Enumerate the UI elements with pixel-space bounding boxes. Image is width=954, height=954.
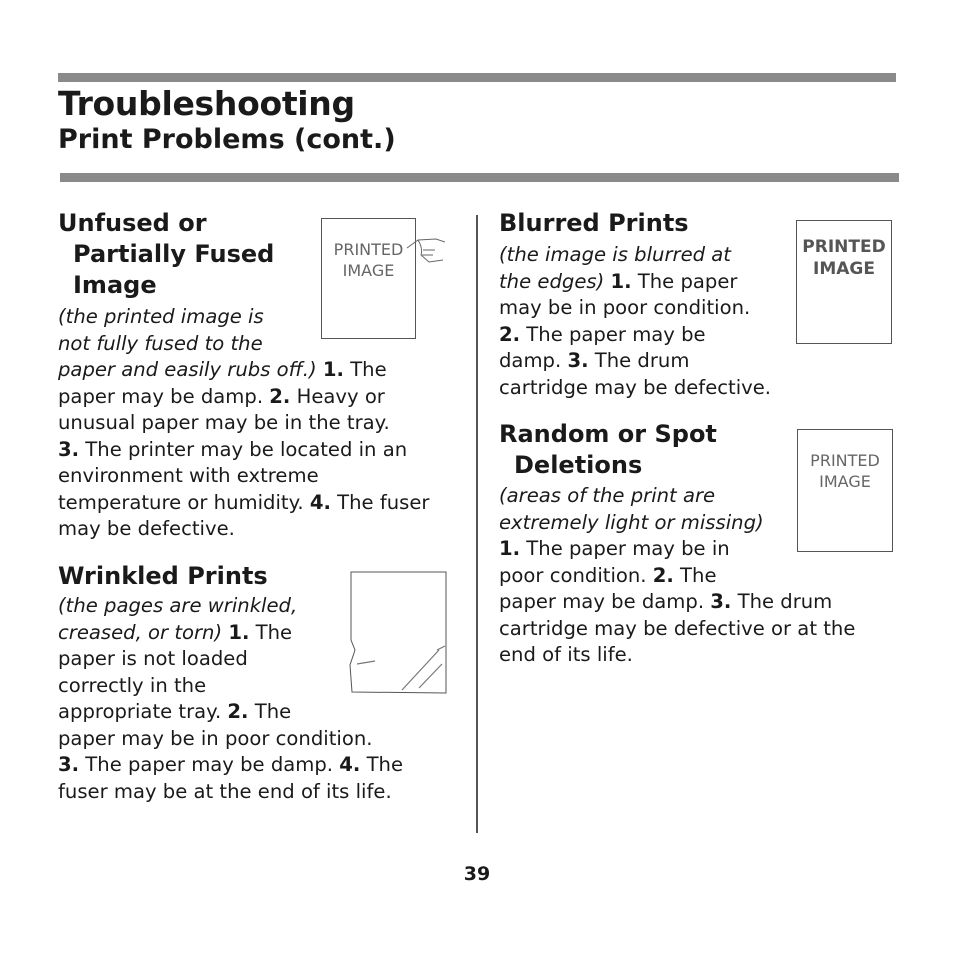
unfused-text-run: 1. [322, 358, 344, 381]
page-number: 39 [463, 863, 491, 885]
unfused-text-run: The fuser [330, 490, 430, 514]
unfused-heading-line: Image [73, 271, 157, 299]
unfused-text-run: not fully fused to the [58, 331, 263, 355]
blurred-text-line [499, 242, 771, 269]
wrinkled-text-run: paper may be in poor condition. [58, 726, 373, 750]
blurred-description [499, 242, 771, 401]
wrinkled-text-line [58, 646, 403, 673]
deletions-image-label-line2: IMAGE [819, 472, 871, 491]
blurred-image-label-line1: PRINTED [802, 237, 886, 257]
unfused-image-label-line2: IMAGE [342, 261, 395, 280]
blurred-text-run: The paper [631, 269, 738, 293]
wrinkled-heading-line: Wrinkled Prints [58, 562, 268, 590]
wrinkled-text-run: The [248, 700, 292, 723]
blurred-heading [499, 208, 689, 239]
deletions-text-line [499, 510, 855, 537]
deletions-heading-line: Random or Spot [499, 420, 717, 448]
unfused-text-line [58, 463, 429, 490]
wrinkled-text-run: creased, or torn) [58, 620, 223, 644]
wrinkled-description [58, 593, 403, 805]
unfused-description [58, 304, 429, 543]
blurred-text-line [499, 375, 771, 402]
deletions-text-line [499, 642, 855, 669]
blurred-text-run: The drum [588, 349, 690, 372]
wrinkled-text-line [58, 752, 403, 779]
wrinkled-text-run: 1. [228, 620, 250, 644]
unfused-text-run: may be defective. [58, 517, 235, 540]
deletions-text-run: poor condition. [499, 563, 653, 587]
unfused-text-run: 2. [269, 384, 291, 408]
unfused-text-run: Heavy or [290, 384, 385, 408]
wrinkled-text-line [58, 726, 403, 753]
blurred-text-run: the edges) [499, 269, 605, 293]
wrinkled-text-run: The paper may be damp. [79, 753, 340, 776]
wrinkled-heading [58, 561, 268, 592]
unfused-text-run: paper and easily rubs off.) [58, 358, 317, 381]
deletions-text-run: The [673, 563, 717, 587]
wrinkled-text-line [58, 593, 403, 620]
deletions-text-run: cartridge may be defective or at the [499, 616, 856, 640]
unfused-heading-line: Unfused or [58, 209, 207, 237]
deletions-text-run: The paper may be in [520, 537, 730, 560]
deletions-text-line [499, 616, 855, 643]
blurred-text-run: 3. [567, 349, 589, 372]
deletions-heading-line: Deletions [514, 451, 643, 479]
blurred-text-run: 2. [499, 322, 521, 346]
unfused-text-line [58, 437, 429, 464]
blurred-text-run: may be in poor condition. [499, 296, 751, 319]
top-rule [58, 73, 896, 82]
unfused-text-line [58, 384, 429, 411]
deletions-image-label-line1: PRINTED [810, 451, 880, 470]
blurred-text-line [499, 348, 771, 375]
deletions-text-line [499, 563, 855, 590]
deletions-description [499, 483, 855, 669]
unfused-text-line [58, 357, 429, 384]
unfused-text-line [58, 410, 429, 437]
wrinkled-text-line [58, 673, 403, 700]
wrinkled-text-run: correctly in the [58, 673, 207, 697]
unfused-text-run: paper may be damp. [58, 384, 270, 408]
unfused-heading [58, 208, 274, 301]
unfused-text-line [58, 331, 429, 358]
wrinkled-text-line [58, 620, 403, 647]
column-divider [476, 215, 478, 833]
unfused-text-run: environment with extreme [58, 464, 319, 487]
deletions-text-run: extremely light or missing) [499, 510, 764, 534]
blurred-text-line [499, 322, 771, 349]
wrinkled-text-run: The [249, 620, 293, 644]
wrinkled-text-run: 3. [58, 753, 80, 776]
blurred-text-line [499, 295, 771, 322]
unfused-text-run: The [343, 358, 387, 381]
wrinkled-text-run: appropriate tray. [58, 700, 228, 723]
wrinkled-text-run: The [360, 753, 404, 776]
deletions-text-run: 2. [652, 563, 674, 587]
wrinkled-text-run: fuser may be at the end of its life. [58, 779, 392, 803]
blurred-text-run: 1. [610, 269, 632, 293]
deletions-text-run: paper may be damp. [499, 590, 711, 613]
blurred-text-line [499, 269, 771, 296]
deletions-text-line [499, 483, 855, 510]
blurred-text-run: The paper may be [520, 322, 706, 346]
wrinkled-text-run: 4. [339, 753, 361, 776]
header-rule [60, 173, 899, 182]
unfused-text-line [58, 516, 429, 543]
unfused-text-line [58, 304, 429, 331]
deletions-text-line [499, 536, 855, 563]
deletions-text-run: 1. [499, 537, 521, 560]
unfused-text-run: unusual paper may be in the tray. [58, 411, 390, 434]
unfused-text-run: The printer may be located in an [79, 437, 408, 461]
blurred-text-run: (the image is blurred at [499, 243, 731, 266]
deletions-text-run: (areas of the print are [499, 484, 716, 507]
deletions-text-run: The drum [731, 590, 833, 613]
unfused-text-line [58, 490, 429, 517]
deletions-text-run: end of its life. [499, 643, 633, 666]
unfused-image-label-line1: PRINTED [333, 240, 404, 259]
deletions-text-run: 3. [710, 590, 732, 613]
wrinkled-text-run: (the pages are wrinkled, [58, 594, 298, 617]
page-subtitle: Print Problems (cont.) [58, 124, 396, 155]
blurred-text-run: damp. [499, 349, 568, 372]
deletions-heading [499, 419, 717, 481]
wrinkled-text-run: paper is not loaded [58, 647, 248, 670]
wrinkled-text-run: 2. [227, 700, 249, 723]
unfused-text-run: 3. [58, 437, 80, 461]
blurred-image-label-line2: IMAGE [813, 259, 875, 279]
unfused-text-run: 4. [309, 490, 331, 514]
page-title: Troubleshooting [58, 84, 355, 123]
blurred-print-illustration [796, 220, 892, 344]
unfused-text-run: temperature or humidity. [58, 490, 310, 514]
unfused-heading-line: Partially Fused [73, 240, 275, 268]
blurred-heading-line: Blurred Prints [499, 209, 689, 237]
unfused-text-run: (the printed image is [58, 305, 264, 328]
wrinkled-text-line [58, 699, 403, 726]
blurred-text-run: cartridge may be defective. [499, 375, 772, 399]
deletions-text-line [499, 589, 855, 616]
wrinkled-text-line [58, 779, 403, 806]
